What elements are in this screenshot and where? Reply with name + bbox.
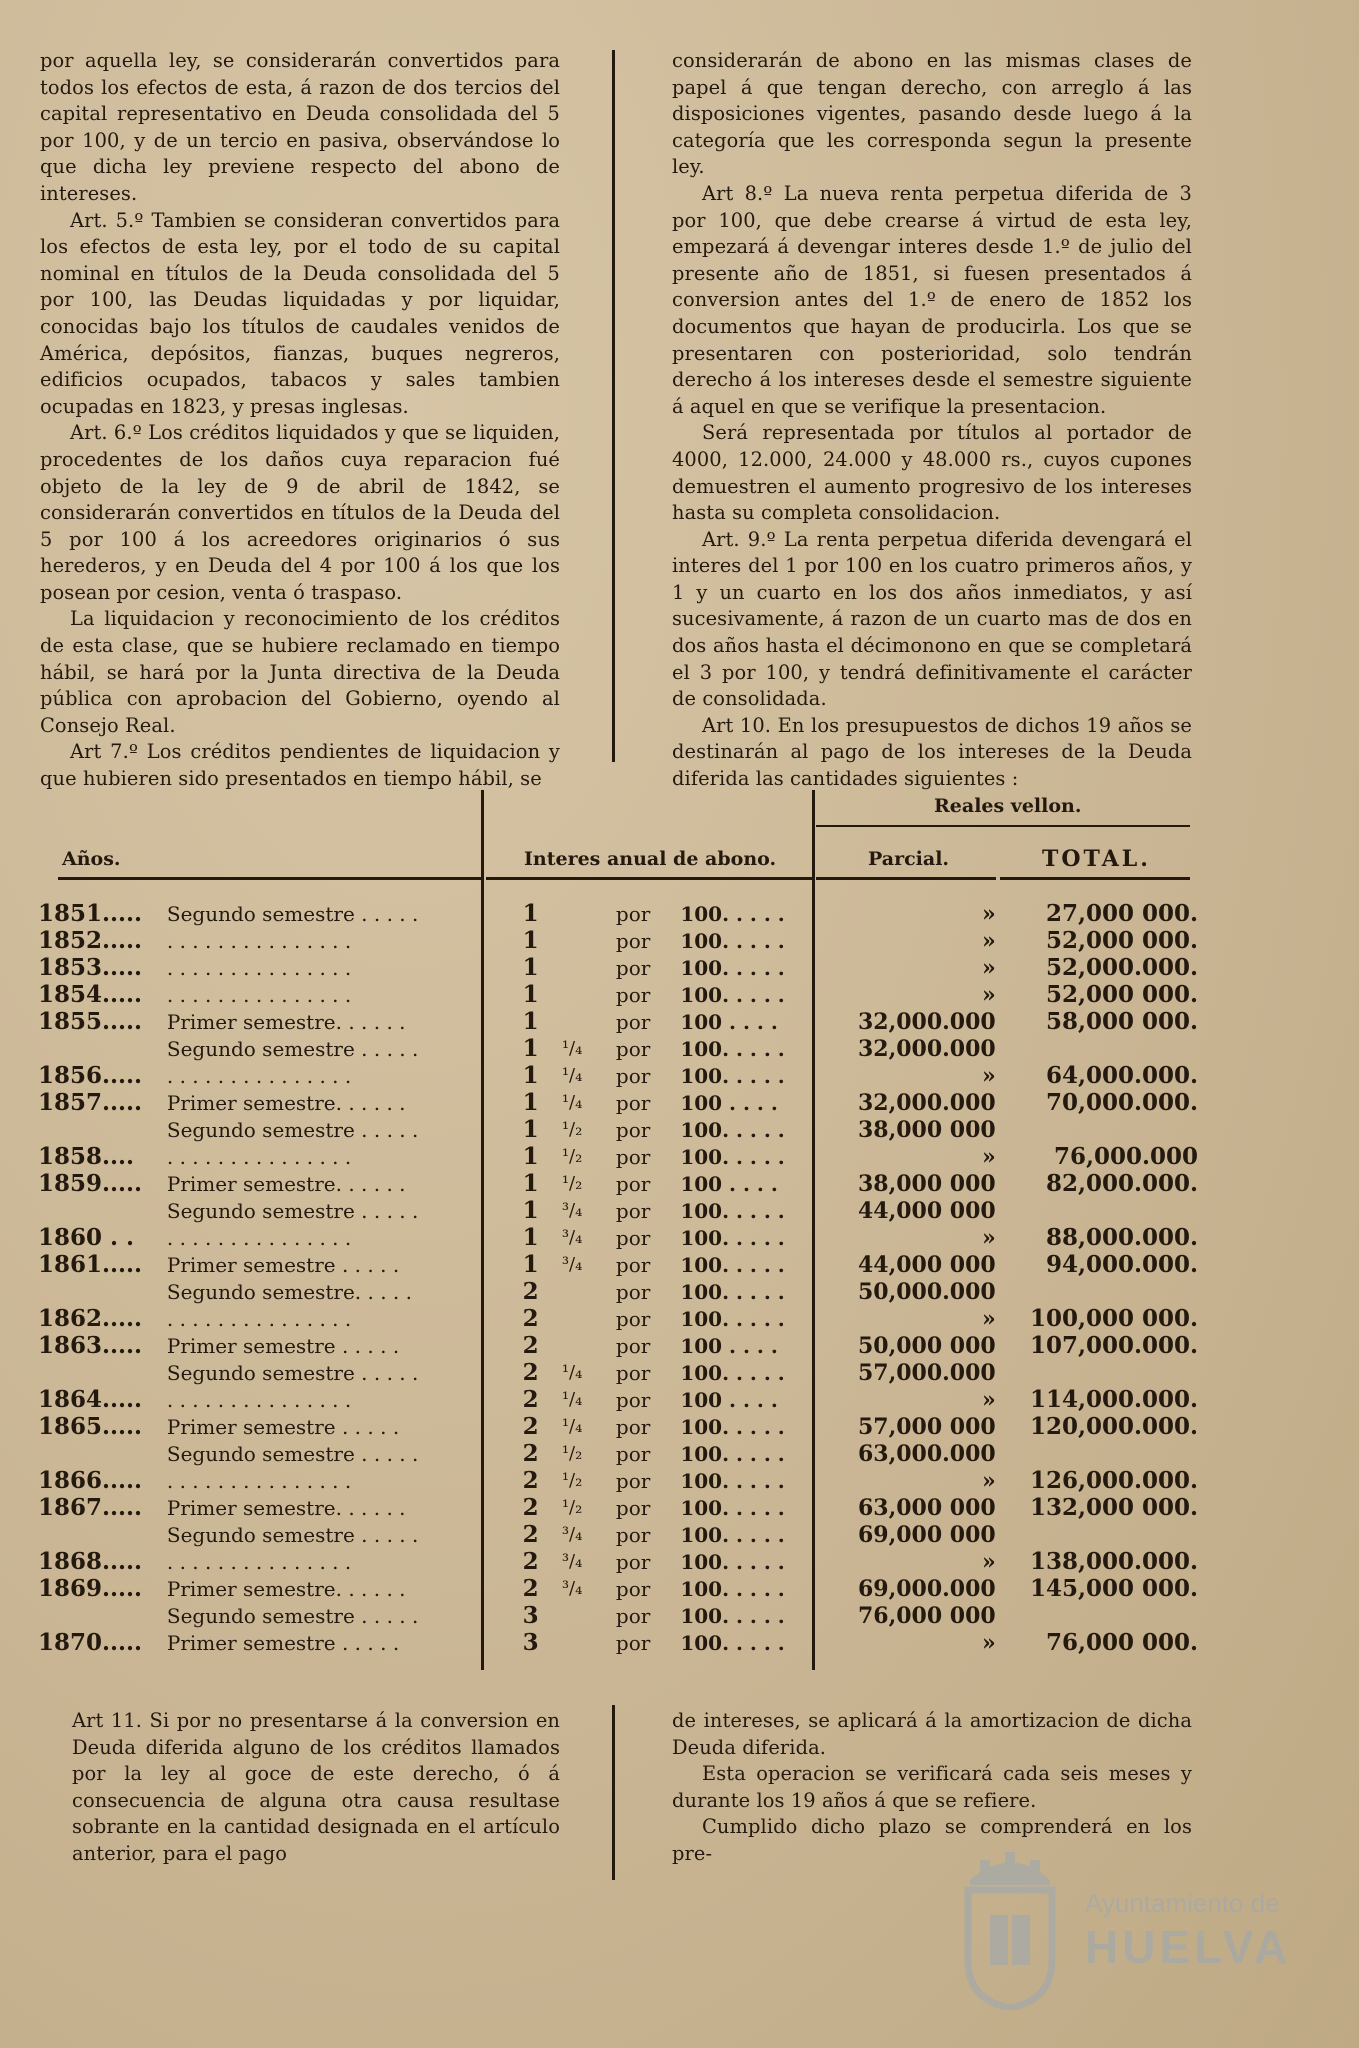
row-interest-fraction [562,1305,616,1332]
table-row [38,954,1198,981]
row-partial: » [981,1386,996,1413]
row-year [38,1197,167,1224]
row-interest-fraction: ³/₄ [561,1578,583,1599]
left-text-column [40,48,560,793]
row-por: por [615,1630,651,1655]
row-interest-fraction: ¹/₄ [561,1389,583,1410]
row-partial: 63,000.000 [857,1440,996,1467]
coat-of-arms-icon [950,1840,1070,2010]
row-partial: » [981,981,996,1008]
row-interest-fraction: ¹/₄ [561,1416,583,1437]
row-por: por [615,1603,651,1628]
row-por: por [615,1576,651,1601]
row-hundred: 100. . . . . [680,1441,785,1466]
row-por: por [615,1387,651,1412]
row-interest-integer: 2 [522,1278,539,1305]
row-total [1008,1359,1198,1386]
row-total: 114,000.000. [1029,1386,1198,1413]
row-year: 1862..... [38,1305,143,1332]
column-divider-top [612,50,615,762]
paragraph-art-11-cont: de intereses, se aplicará á la amortizacion de dicha Deuda diferida. [672,1709,1192,1759]
table-row [38,1629,1198,1656]
row-partial: » [981,1143,996,1170]
row-hundred: 100. . . . . [680,1252,785,1277]
row-interest-fraction: ³/₄ [561,1551,583,1572]
row-interest-fraction: ¹/₂ [561,1470,583,1491]
row-interest-integer: 2 [522,1467,539,1494]
row-por: por [615,982,651,1007]
header-total: TOTAL. [1042,846,1151,872]
table-row [38,1008,1198,1035]
row-interest-fraction [562,1602,616,1629]
row-partial: 50,000.000 [857,1278,996,1305]
row-semester: . . . . . . . . . . . . . . . [166,928,352,953]
paragraph-art-9: Art. 9.º La renta perpetua diferida devengará el interes del 1 por 100 en los cuatro primeros años, y 1 y un cuarto en los dos años inmediatos, y así sucesivamente, á razon de un cuarto mas de dos en dos años hasta el décimonono en que se completará el 3 por 100, y tendrá definitivamente el carácter de consolidada. [672,527,1192,711]
row-por: por [615,928,651,953]
row-hundred: 100 . . . . [680,1171,778,1196]
row-interest-integer: 1 [522,1251,539,1278]
table-row [38,1521,1198,1548]
row-por: por [615,1360,651,1385]
row-interest-integer: 1 [522,981,539,1008]
table-row [38,1197,1198,1224]
table-row [38,1251,1198,1278]
row-interest-integer: 1 [522,1143,539,1170]
row-semester: Segundo semestre . . . . . [166,1522,419,1547]
row-semester: . . . . . . . . . . . . . . . [166,982,352,1007]
row-por: por [615,1198,651,1223]
row-por: por [615,1414,651,1439]
row-semester: Primer semestre . . . . . [166,1414,400,1439]
row-hundred: 100. . . . . [680,1279,785,1304]
row-interest-integer: 1 [522,1197,539,1224]
row-por: por [615,1009,651,1034]
row-total: 52,000 000. [1045,927,1198,954]
row-total: 126,000.000. [1029,1467,1198,1494]
row-por: por [615,1468,651,1493]
row-hundred: 100. . . . . [680,955,785,980]
rule-under-total [1000,877,1190,880]
paragraph-liquidacion: La liquidacion y reconocimiento de los créditos de esta clase, que se hubiere reclamado en tiempo hábil, se hará por la Junta directiva de la Deuda pública con aprobacion del Gobierno, oyendo al Consejo Real. [40,607,560,737]
row-por: por [615,1495,651,1520]
row-semester: Primer semestre . . . . . [166,1630,400,1655]
row-semester: Primer semestre. . . . . . [166,1009,406,1034]
row-total: 27,000 000. [1045,900,1198,927]
row-partial: » [981,1629,996,1656]
row-por: por [615,1549,651,1574]
row-por: por [615,1090,651,1115]
row-interest-fraction [562,900,616,927]
row-semester: . . . . . . . . . . . . . . . [166,1387,352,1412]
bottom-left-text-column [72,1708,560,1868]
row-por: por [615,1522,651,1547]
paragraph-art-10: Art 10. En los presupuestos de dichos 19 años se destinarán al pago de los intereses de la Deuda diferida las cantidades siguientes : [672,713,1192,791]
row-hundred: 100 . . . . [680,1090,778,1115]
paragraph-art-7-cont: considerarán de abono en las mismas clases de papel á que tengan derecho, con arreglo á las disposiciones vigentes, pasando desde luego á la categoría que les corresponda segun la presente ley. [672,49,1192,179]
row-total [1008,1602,1198,1629]
paragraph-art-6: Art. 6.º Los créditos liquidados y que se liquiden, procedentes de los daños cuya reparacion fué objeto de la ley de 9 de abril de 1842, se considerarán convertidos en títulos de la Deuda del 5 por 100 á los acreedores originarios ó sus herederos, y en Deuda del 4 por 100 á los que los posean por cesion, venta ó traspaso. [40,421,560,604]
row-por: por [615,1252,651,1277]
row-year: 1855..... [38,1008,143,1035]
table-row [38,1305,1198,1332]
row-partial: 69,000 000 [857,1521,996,1548]
row-interest-fraction [562,1278,616,1305]
row-year: 1867..... [38,1494,143,1521]
row-partial: 57,000.000 [857,1359,996,1386]
row-semester: Segundo semestre . . . . . [166,1036,419,1061]
table-row [38,1116,1198,1143]
row-interest-integer: 3 [522,1629,539,1656]
row-interest-integer: 1 [522,1008,539,1035]
row-semester: . . . . . . . . . . . . . . . [166,1549,352,1574]
row-year: 1859..... [38,1170,143,1197]
row-total: 64,000.000. [1045,1062,1198,1089]
row-partial: 44,000 000 [857,1251,996,1278]
row-interest-fraction [562,1332,616,1359]
row-total: 120,000.000. [1029,1413,1198,1440]
row-interest-fraction: ¹/₄ [561,1038,583,1059]
row-partial: » [981,1062,996,1089]
row-partial: 50,000 000 [857,1332,996,1359]
row-partial: 32,000.000 [857,1008,996,1035]
row-semester: Segundo semestre . . . . . [166,1603,419,1628]
row-por: por [615,1063,651,1088]
table-row [38,1359,1198,1386]
row-hundred: 100 . . . . [680,1009,778,1034]
row-hundred: 100. . . . . [680,982,785,1007]
row-partial: » [981,1224,996,1251]
row-semester: . . . . . . . . . . . . . . . [166,955,352,980]
row-year: 1863..... [38,1332,143,1359]
watermark-huelva: HUELVA [1085,1921,1292,1973]
row-year [38,1521,167,1548]
row-year [38,1602,167,1629]
row-semester: Primer semestre. . . . . . [166,1090,406,1115]
row-partial: » [981,1467,996,1494]
row-semester: Primer semestre . . . . . [166,1333,400,1358]
row-partial: 32,000.000 [857,1089,996,1116]
row-interest-integer: 1 [522,1089,539,1116]
row-year: 1857..... [38,1089,143,1116]
row-year: 1853..... [38,954,143,981]
row-semester: Primer semestre. . . . . . [166,1495,406,1520]
row-total: 70,000.000. [1045,1089,1198,1116]
paragraph-operacion: Esta operacion se verificará cada seis meses y durante los 19 años á que se refiere. [672,1762,1192,1812]
row-total [1008,1197,1198,1224]
row-interest-integer: 2 [522,1494,539,1521]
row-year [38,1278,167,1305]
row-hundred: 100. . . . . [680,1495,785,1520]
row-hundred: 100. . . . . [680,1630,785,1655]
row-semester: Segundo semestre . . . . . [166,901,419,926]
row-total: 145,000 000. [1029,1575,1198,1602]
table-row [38,1332,1198,1359]
huelva-watermark [950,1840,1310,2030]
row-hundred: 100. . . . . [680,1522,785,1547]
row-semester: . . . . . . . . . . . . . . . [166,1063,352,1088]
row-por: por [615,1306,651,1331]
row-year: 1869..... [38,1575,143,1602]
row-semester: . . . . . . . . . . . . . . . [166,1144,352,1169]
row-year [38,1035,167,1062]
row-interest-integer: 1 [522,1116,539,1143]
row-total [1008,1278,1198,1305]
row-interest-integer: 3 [522,1602,539,1629]
row-interest-integer: 2 [522,1548,539,1575]
header-years: Años. [62,848,121,870]
row-total: 82,000.000. [1045,1170,1198,1197]
row-semester: Primer semestre . . . . . [166,1252,400,1277]
rule-under-reales [816,825,1190,827]
row-hundred: 100. . . . . [680,1549,785,1574]
row-total: 138,000.000. [1029,1548,1198,1575]
row-interest-fraction [562,927,616,954]
row-partial: 32,000.000 [857,1035,996,1062]
table-row [38,1386,1198,1413]
row-year: 1858.... [38,1143,135,1170]
row-total: 52,000 000. [1045,981,1198,1008]
row-year: 1851..... [38,900,143,927]
interest-schedule-table [38,900,1198,1656]
table-row [38,1467,1198,1494]
row-por: por [615,1225,651,1250]
rule-under-interest [486,877,812,880]
row-hundred: 100. . . . . [680,901,785,926]
header-partial: Parcial. [868,848,950,870]
row-total [1008,1521,1198,1548]
row-interest-integer: 1 [522,927,539,954]
row-interest-integer: 2 [522,1305,539,1332]
row-interest-integer: 1 [522,1062,539,1089]
row-total: 58,000 000. [1045,1008,1198,1035]
row-por: por [615,1117,651,1142]
row-interest-integer: 2 [522,1521,539,1548]
row-interest-integer: 2 [522,1359,539,1386]
row-semester: . . . . . . . . . . . . . . . [166,1468,352,1493]
row-hundred: 100 . . . . [680,1387,778,1412]
row-interest-fraction: ¹/₄ [561,1065,583,1086]
row-hundred: 100. . . . . [680,1414,785,1439]
row-year [38,1440,167,1467]
table-row [38,927,1198,954]
row-hundred: 100. . . . . [680,1576,785,1601]
table-row [38,1089,1198,1116]
row-partial: 63,000 000 [857,1494,996,1521]
paragraph-titulos: Será representada por títulos al portador de 4000, 12.000, 24.000 y 48.000 rs., cuyos cupones demuestren el aumento progresivo de los intereses hasta su completa consolidacion. [672,421,1192,525]
row-interest-fraction: ³/₄ [561,1227,583,1248]
row-hundred: 100 . . . . [680,1333,778,1358]
paragraph-plazo: Cumplido dicho plazo se comprenderá en los pre- [672,1815,1192,1865]
row-semester: Segundo semestre. . . . . [166,1279,412,1304]
row-interest-fraction: ¹/₂ [561,1497,583,1518]
row-interest-integer: 2 [522,1440,539,1467]
row-total: 76,000.000 [1053,1143,1198,1170]
paragraph-art-8: Art 8.º La nueva renta perpetua diferida de 3 por 100, que debe crearse á virtud de esta ley, empezará á devengar interes desde 1.º de julio del presente año de 1851, si fuesen presentados á conversion antes del 1.º de enero de 1852 los documentos que hayan de producirla. Los que se presentaren con posterioridad, solo tendrán derecho á los intereses desde el semestre siguiente á aquel en que se verifique la presentacion. [672,181,1192,418]
row-semester: Segundo semestre . . . . . [166,1117,419,1142]
row-semester: . . . . . . . . . . . . . . . [166,1306,352,1331]
row-total: 107,000.000. [1029,1332,1198,1359]
header-interest: Interes anual de abono. [524,848,777,870]
row-hundred: 100. . . . . [680,1198,785,1223]
row-interest-integer: 1 [522,954,539,981]
row-por: por [615,1171,651,1196]
row-interest-integer: 1 [522,1170,539,1197]
table-row [38,1224,1198,1251]
row-hundred: 100. . . . . [680,1306,785,1331]
row-semester: Primer semestre. . . . . . [166,1576,406,1601]
row-total: 76,000 000. [1045,1629,1198,1656]
row-total [1008,1035,1198,1062]
row-interest-fraction: ¹/₂ [561,1173,583,1194]
row-interest-integer: 1 [522,900,539,927]
watermark-ayuntamiento: Ayuntamiento de [1085,1888,1280,1918]
table-row [38,981,1198,1008]
row-hundred: 100. . . . . [680,1117,785,1142]
row-total: 88,000.000. [1045,1224,1198,1251]
row-year [38,1116,167,1143]
row-semester: Primer semestre. . . . . . [166,1171,406,1196]
row-year: 1866..... [38,1467,143,1494]
paragraph-art-5: Art. 5.º Tambien se consideran convertidos para los efectos de esta ley, por el todo de su capital nominal en títulos de la Deuda consolidada del 5 por 100, las Deudas liquidadas y por liquidar, conocidas bajo los títulos de caudales venidos de América, depósitos, fianzas, buques negreros, edificios ocupados, tabacos y sales tambien ocupadas en 1823, y presas inglesas. [40,208,560,418]
row-year: 1860 . . [38,1224,135,1251]
rule-under-partial [816,877,996,880]
row-por: por [615,1279,651,1304]
row-interest-integer: 2 [522,1332,539,1359]
row-total: 52,000.000. [1045,954,1198,981]
paragraph-conversion-intro: por aquella ley, se considerarán convertidos para todos los efectos de esta, á razon de dos tercios del capital representativo en Deuda consolidada del 5 por 100, y de un tercio en pasiva, observándose lo que dicha ley previene respecto del abono de intereses. [40,49,560,205]
table-row [38,1035,1198,1062]
row-interest-fraction: ¹/₂ [561,1146,583,1167]
row-interest-fraction: ³/₄ [561,1254,583,1275]
row-partial: 38,000 000 [857,1116,996,1143]
row-interest-fraction: ¹/₄ [561,1092,583,1113]
row-por: por [615,955,651,980]
row-year: 1868..... [38,1548,143,1575]
table-row [38,1548,1198,1575]
row-hundred: 100. . . . . [680,1603,785,1628]
row-interest-fraction [562,954,616,981]
row-interest-fraction [562,981,616,1008]
row-por: por [615,1036,651,1061]
row-total: 94,000.000. [1045,1251,1198,1278]
row-hundred: 100. . . . . [680,1225,785,1250]
row-interest-fraction: ³/₄ [561,1524,583,1545]
table-row [38,1413,1198,1440]
row-hundred: 100. . . . . [680,1144,785,1169]
row-partial: 44,000 000 [857,1197,996,1224]
row-interest-fraction [562,1008,616,1035]
row-por: por [615,1333,651,1358]
row-semester: Segundo semestre . . . . . [166,1360,419,1385]
table-row [38,900,1198,927]
table-row [38,1143,1198,1170]
table-row [38,1602,1198,1629]
header-reales-vellon: Reales vellon. [934,795,1082,817]
row-partial: 76,000 000 [857,1602,996,1629]
row-semester: Segundo semestre . . . . . [166,1441,419,1466]
table-row [38,1575,1198,1602]
row-year: 1861..... [38,1251,143,1278]
row-hundred: 100. . . . . [680,1063,785,1088]
table-row [38,1440,1198,1467]
table-row [38,1494,1198,1521]
row-interest-integer: 1 [522,1035,539,1062]
row-total: 132,000 000. [1029,1494,1198,1521]
row-hundred: 100. . . . . [680,928,785,953]
row-year: 1856..... [38,1062,143,1089]
row-semester: Segundo semestre . . . . . [166,1198,419,1223]
row-partial: » [981,900,996,927]
row-por: por [615,1441,651,1466]
rule-under-years [58,877,483,880]
row-year: 1865..... [38,1413,143,1440]
row-year [38,1359,167,1386]
row-por: por [615,901,651,926]
row-interest-integer: 2 [522,1575,539,1602]
row-interest-fraction: ¹/₄ [561,1362,583,1383]
row-year: 1864..... [38,1386,143,1413]
row-interest-integer: 1 [522,1224,539,1251]
row-partial: » [981,1305,996,1332]
row-total: 100,000 000. [1029,1305,1198,1332]
row-hundred: 100. . . . . [680,1360,785,1385]
row-partial: » [981,1548,996,1575]
row-year: 1870..... [38,1629,143,1656]
table-row [38,1062,1198,1089]
paragraph-art-7: Art 7.º Los créditos pendientes de liquidacion y que hubieren sido presentados en tiempo hábil, se [40,740,560,791]
row-partial: 57,000 000 [857,1413,996,1440]
paragraph-art-11: Art 11. Si por no presentarse á la conversion en Deuda diferida alguno de los créditos llamados por la ley al goce de este derecho, ó á consecuencia de alguna otra causa resultase sobrante en la cantidad designada en el artículo anterior, para el pago [72,1709,560,1865]
row-interest-integer: 2 [522,1386,539,1413]
row-interest-fraction: ³/₄ [561,1200,583,1221]
row-semester: . . . . . . . . . . . . . . . [166,1225,352,1250]
row-year: 1854..... [38,981,143,1008]
row-interest-integer: 2 [522,1413,539,1440]
row-interest-fraction [562,1629,616,1656]
row-partial: 69,000.000 [857,1575,996,1602]
row-year: 1852..... [38,927,143,954]
row-partial: » [981,927,996,954]
table-row [38,1278,1198,1305]
column-divider-bottom [612,1705,615,1880]
row-total [1008,1440,1198,1467]
table-row [38,1170,1198,1197]
row-por: por [615,1144,651,1169]
row-partial: » [981,954,996,981]
row-partial: 38,000 000 [857,1170,996,1197]
row-hundred: 100. . . . . [680,1468,785,1493]
row-interest-fraction: ¹/₂ [561,1119,583,1140]
row-hundred: 100. . . . . [680,1036,785,1061]
row-interest-fraction: ¹/₂ [561,1443,583,1464]
right-text-column [672,48,1192,793]
row-total [1008,1116,1198,1143]
